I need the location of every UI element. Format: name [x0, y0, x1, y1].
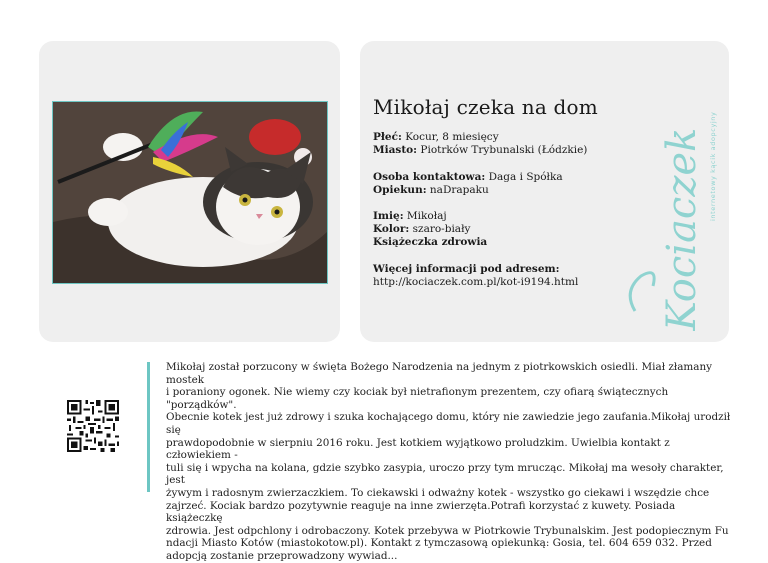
name-value: Mikołaj [406, 210, 447, 222]
basic-info [373, 131, 587, 157]
qr-code[interactable] [67, 400, 119, 452]
info-card [360, 41, 729, 342]
more-info-url[interactable]: http://kociaczek.com.pl/kot-i9194.html [373, 276, 579, 288]
more-info-label-row [373, 263, 578, 276]
sex-row [373, 131, 587, 144]
contact-value: Daga i Spółka [488, 171, 563, 183]
description-line: Mikołaj został porzucony w święta Bożego Narodzenia na jednym z piotrkowskich osiedli. Miał złamany mostek [166, 361, 713, 386]
description-text [166, 361, 731, 563]
photo-card [39, 41, 340, 342]
page-title: Mikołaj czeka na dom [373, 95, 598, 119]
contact-label: Osoba kontaktowa: [373, 171, 486, 183]
description-line: zajrzeć. Kociak bardzo pozytywnie reaguje na inne zwierzęta.Potrafi korzystać z kuwety. Posiada książeczkę [166, 499, 676, 525]
kociaczek-logo [623, 61, 723, 331]
description-line: adopcją zostanie przeprowadzony wywiad... [166, 549, 398, 562]
description-line: ndacji Miasto Kotów (miastokotow.pl). Kontakt z tymczasową opiekunką: Gosia, tel. 604 659 032. Przed [166, 537, 712, 550]
description-line: i poraniony ogonek. Nie wiemy czy kociak był nietrafionym prezentem, czy ofiarą świątecznych "porządków". [166, 386, 669, 411]
description-accent-bar [147, 362, 150, 492]
color-label: Kolor: [373, 223, 410, 235]
brand-tagline: internetowy kącik adopcyjny [709, 111, 717, 221]
cat-info [373, 210, 487, 249]
city-value: Piotrków Trybunalski (Łódzkie) [420, 144, 588, 156]
city-label: Miasto: [373, 144, 418, 156]
health-book: Książeczka zdrowia [373, 236, 488, 248]
name-row [373, 210, 487, 223]
guardian-value: naDrapaku [429, 184, 489, 196]
description-line: zdrowia. Jest odpchlony i odrobaczony. Kotek przebywa w Piotrkowie Trybunalskim. Jest podopiecznym Fu [166, 524, 729, 537]
description-line: żywym i radosnym zwierzaczkiem. To ciekawski i odważny kotek - wszystko go ciekawi i wszędzie chce [166, 486, 710, 499]
description-line: tuli się i wpycha na kolana, gdzie szybko zasypia, uroczo przy tym mrucząc. Mikołaj ma wesoły charakter, jest [166, 461, 724, 487]
description-line: Obecnie kotek jest już zdrowy i szuka kochającego domu, który nie zawiedzie jego zaufania.Mikołaj urodził się [166, 411, 731, 436]
city-row [373, 144, 587, 157]
sex-value: Kocur, 8 miesięcy [405, 131, 499, 143]
name-label: Imię: [373, 210, 404, 222]
brand-name: Kociaczek [659, 127, 705, 331]
description-line: prawdopodobnie w sierpniu 2016 roku. Jest kotkiem wyjątkowo proludzkim. Uwielbia kontakt z człowiekiem - [166, 436, 670, 462]
sex-label: Płeć: [373, 131, 402, 143]
color-value: szaro-biały [412, 223, 471, 235]
contact-info [373, 171, 563, 197]
more-info-label: Więcej informacji pod adresem: [373, 263, 560, 275]
contact-row [373, 171, 563, 184]
cat-photo [52, 101, 328, 284]
more-info [373, 263, 578, 289]
color-row [373, 223, 487, 236]
guardian-row [373, 184, 563, 197]
guardian-label: Opiekun: [373, 184, 427, 196]
